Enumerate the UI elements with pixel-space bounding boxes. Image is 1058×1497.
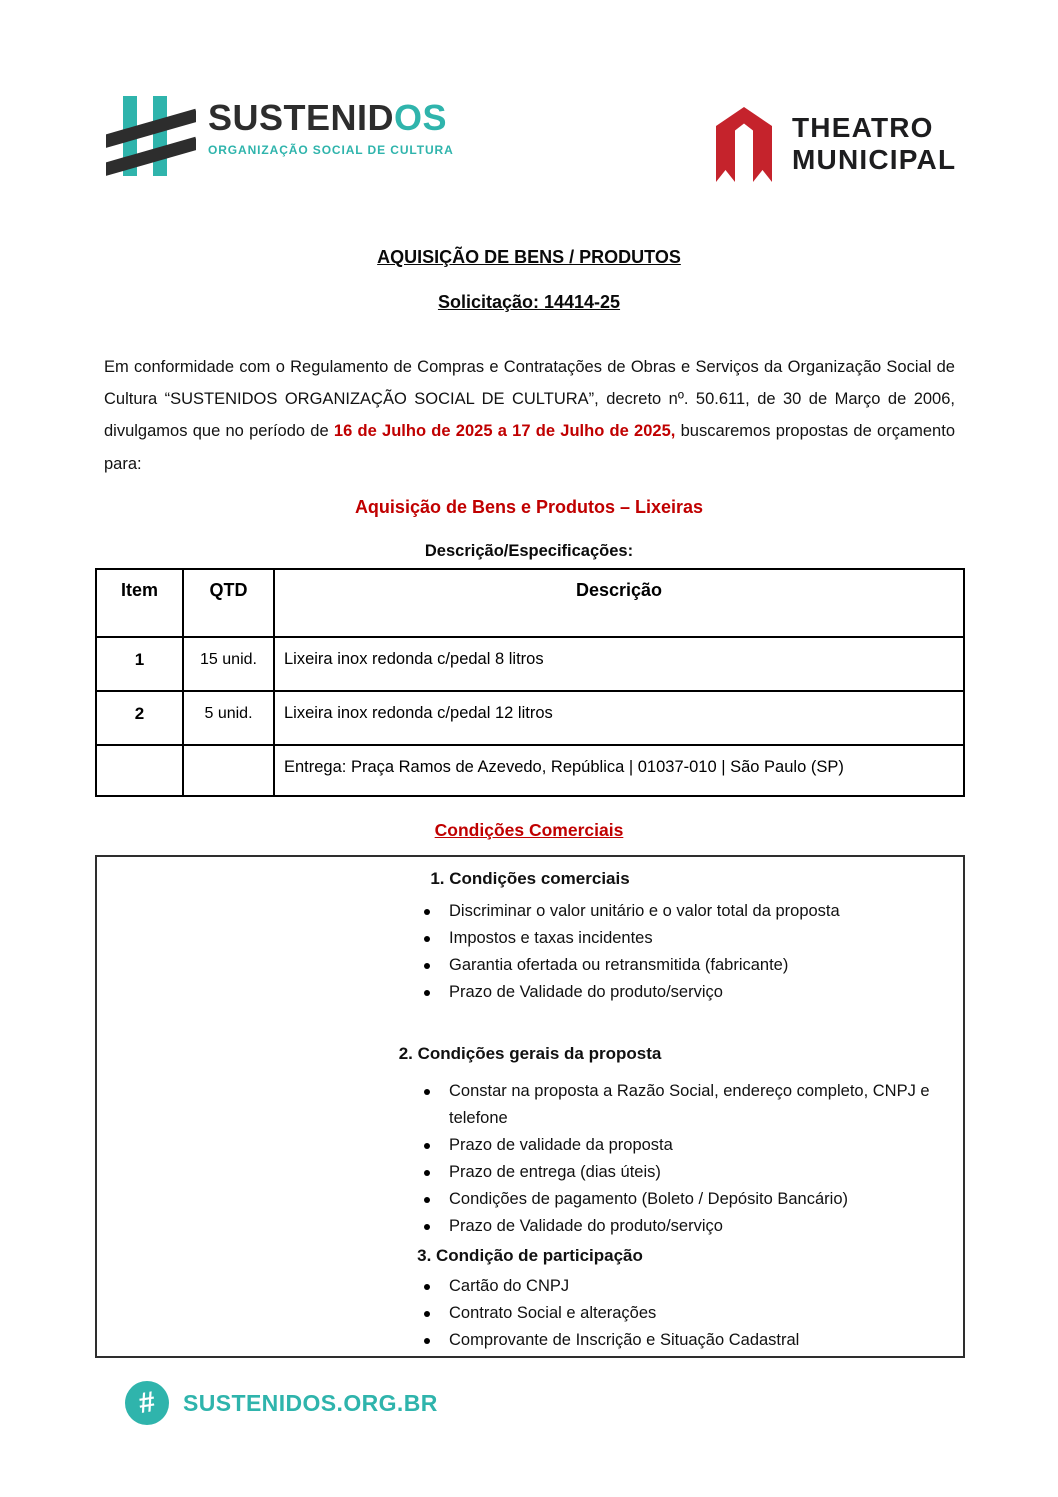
section-2-list: [97, 1078, 963, 1240]
item-number: 2: [96, 691, 183, 745]
list-item: Garantia ofertada ou retransmitida (fabricante): [422, 952, 951, 979]
table-row: [96, 637, 964, 691]
document-title: AQUISIÇÃO DE BENS / PRODUTOS: [377, 247, 681, 267]
item-number: 1: [96, 637, 183, 691]
item-description: Lixeira inox redonda c/pedal 12 litros: [274, 691, 964, 745]
intro-paragraph: [104, 351, 955, 481]
subject-heading: Aquisição de Bens e Produtos – Lixeiras: [354, 497, 704, 517]
intro-date-range: 16 de Julho de 2025 a 17 de Julho de 2025,: [333, 422, 676, 441]
hash-glyph: #: [136, 1385, 158, 1420]
theatro-arch-icon: [712, 102, 776, 186]
table-row-delivery: [96, 745, 964, 796]
section-title-1: 1. Condições comerciais: [430, 869, 630, 888]
section-title-3: 3. Condição de participação: [417, 1246, 643, 1265]
item-number-empty: [96, 745, 183, 796]
list-item: Cartão do CNPJ: [422, 1273, 951, 1300]
sustenidos-tagline: ORGANIZAÇÃO SOCIAL DE CULTURA: [208, 143, 454, 157]
theatro-municipal-logo: [712, 102, 956, 186]
table-header-row: [96, 569, 964, 637]
list-item: Constar na proposta a Razão Social, endereço completo, CNPJ e telefone: [422, 1078, 951, 1132]
column-header-item: Item: [96, 569, 183, 637]
list-item: Discriminar o valor unitário e o valor total da proposta: [422, 898, 951, 925]
spec-label: Descrição/Especificações:: [424, 542, 634, 560]
list-item: Prazo de Validade do produto/serviço: [422, 979, 951, 1006]
list-item: Contrato Social e alterações: [422, 1300, 951, 1327]
footer-site-url: SUSTENIDOS.ORG.BR: [183, 1389, 438, 1416]
conditions-box: [95, 855, 965, 1358]
wordmark-dark-part: SUSTENID: [208, 97, 395, 138]
theatro-line1: THEATRO: [792, 112, 934, 143]
intro-text-before: Em conformidade com o Regulamento de Compras e Contratações de Obras e Serviços da Organização Social de Cultura “SUSTENIDOS ORGANIZAÇÃO SOCIAL DE CULTURA”, decreto nº. 50.611, de 30 de Março de 2006, divulgamos que no período de: [104, 357, 955, 441]
conditions-heading: Condições Comerciais: [434, 820, 624, 840]
column-header-desc: Descrição: [274, 569, 964, 637]
delivery-address: Entrega: Praça Ramos de Azevedo, República | 01037-010 | São Paulo (SP): [274, 745, 964, 796]
sustenidos-hash-icon: [106, 92, 196, 182]
list-item: Impostos e taxas incidentes: [422, 925, 951, 952]
wordmark-teal-part: OS: [394, 97, 448, 138]
item-quantity: 15 unid.: [183, 637, 274, 691]
theatro-wordmark: [792, 102, 956, 186]
request-number: Solicitação: 14414-25: [437, 292, 621, 312]
list-item: Prazo de Validade do produto/serviço: [422, 1213, 951, 1240]
list-item: Condições de pagamento (Boleto / Depósito Bancário): [422, 1186, 951, 1213]
intro-text-after: buscaremos propostas de orçamento para:: [104, 422, 955, 473]
item-quantity: 5 unid.: [183, 691, 274, 745]
list-item: Comprovante de Inscrição e Situação Cadastral: [422, 1327, 951, 1354]
list-item: Prazo de entrega (dias úteis): [422, 1159, 951, 1186]
spec-table: [95, 568, 965, 797]
hash-circle-icon: [125, 1381, 169, 1425]
section-1-list: [97, 898, 963, 1006]
list-item: Prazo de validade da proposta: [422, 1132, 951, 1159]
sustenidos-wordmark: [208, 97, 454, 138]
section-title-2: 2. Condições gerais da proposta: [398, 1044, 662, 1063]
table-row: [96, 691, 964, 745]
column-header-qtd: QTD: [183, 569, 274, 637]
theatro-line2: MUNICIPAL: [792, 144, 957, 175]
item-quantity-empty: [183, 745, 274, 796]
section-3-list: [97, 1273, 963, 1354]
item-description: Lixeira inox redonda c/pedal 8 litros: [274, 637, 964, 691]
sustenidos-logo: [106, 92, 454, 182]
footer-logo: [125, 1381, 438, 1425]
